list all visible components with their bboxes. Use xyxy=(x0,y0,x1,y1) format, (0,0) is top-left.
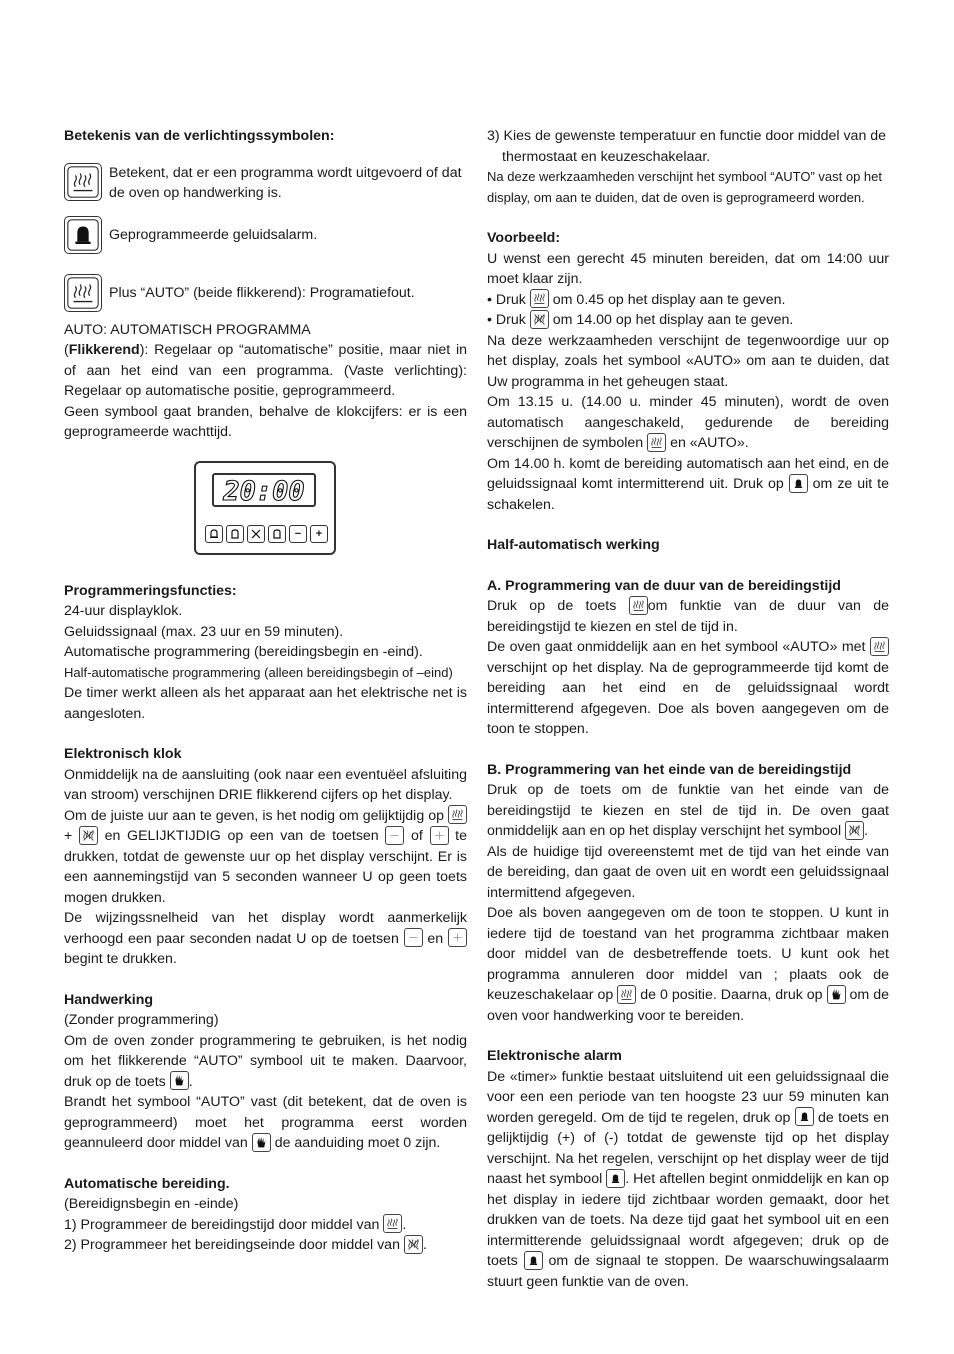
cooking-time-icon xyxy=(383,1214,402,1233)
minus-icon xyxy=(404,928,423,947)
end-time-icon xyxy=(79,826,98,845)
cooking-time-icon xyxy=(530,289,549,308)
example-p4: Om 14.00 h. komt de bereiding automatisch aan het eind, en de geluidssignaal komt intermitterend uit. Druk op om ze uit te schakelen. xyxy=(487,455,889,513)
klok-p1: Onmiddelijk na de aansluiting (ook naar een eventuëel afsluiting van stroom) verschijnen DRIE flikkerend cijfers op het display. xyxy=(64,766,467,803)
a-heading: A. Programmering van de duur van de bereidingstijd xyxy=(487,577,841,594)
step-2: 2) Programmeer het bereidingseinde door middel van . xyxy=(64,1235,467,1256)
bell-icon xyxy=(64,216,102,254)
bell-icon xyxy=(524,1251,543,1270)
alarm-p1: De «timer» funktie bestaat uitsluitend uit een geluidssignaal die voor een een periode van ten hoogste 23 uur 59 minuten kan worden geregeld. Om de tijd te regelen, druk op de toets en gelijktijdig (+) of (-) totdat de gewenste tijd op het display verschijnt. Na het regelen, verschijnt op het display weer de tijd naast het symbool . Het aftellen begint onmiddelijk en kan op het display in iedere tijd zichtbaar worden gemaakt, door het drukken van de toets. Na deze tijd gaat het symbool uit en een intermitterende geluidssignaal wordt afgegeven; druk op de toets om de signaal te stoppen. De waarschuwingsalaarm stuurt geen funktie van de oven. xyxy=(487,1068,890,1290)
hand-icon xyxy=(170,1071,189,1090)
panel-time: 20:00 xyxy=(223,475,305,505)
hand-heading: Handwerking xyxy=(64,991,154,1008)
end-time-icon xyxy=(845,821,864,840)
hand-icon xyxy=(252,1133,271,1152)
hand-p1: Om de oven zonder programmering te gebruiken, is het nodig om het flikkerende “AUTO” symbool uit te maken. Daarvoor, druk op de toets . xyxy=(64,1032,467,1090)
b-p1: Druk op de toets om de funktie van het einde van de bereidingstijd te kiezen en stel de tijd in. De oven gaat onmiddelijk aan en op het display verschijnt het symbool . xyxy=(487,782,889,839)
prog-line: Geluidssignaal (max. 23 uur en 59 minuten). xyxy=(64,623,344,640)
panel-buttons xyxy=(205,525,328,543)
example-bullet-1: • Druk om 0.45 op het display aan te geven. xyxy=(487,290,889,311)
control-panel-illustration xyxy=(194,461,336,555)
klok-heading: Elektronisch klok xyxy=(64,746,182,762)
cooking-time-icon xyxy=(617,985,636,1004)
plus-icon xyxy=(430,826,449,845)
panel-button-bell xyxy=(205,525,223,543)
hand-sub: (Zonder programmering) xyxy=(64,1012,219,1028)
bell-icon xyxy=(789,474,808,493)
auto-sub: (Bereidignsbegin en -einde) xyxy=(64,1196,239,1212)
a-p2: De oven gaat onmiddelijk aan en het symbool «AUTO» met verschijnt op het display. Na de geprogrammeerde tijd komt de bereiding aan het eind en de geluidssignaal wordt intermitterend afgegeven. Doe als boven aangegeven om de toon te stoppen. xyxy=(487,637,889,740)
auto-paragraph: (Flikkerend): Regelaar op “automatische” positie, maar niet in of aan het eind van een programma. (Vaste verlichting): Regelaar op automatische positie, geprogrammeerd. xyxy=(64,342,467,399)
cooking-time-icon xyxy=(448,805,467,824)
b-heading: B. Programmering van het einde van de bereidingstijd xyxy=(487,761,852,778)
right-column xyxy=(487,126,889,1292)
cooking-time-icon xyxy=(629,596,648,615)
auto-title: AUTO: AUTOMATISCH PROGRAMMA xyxy=(64,321,311,338)
step-3-note: Na deze werkzaamheden verschijnt het symbool “AUTO” vast op het display, om aan te duiden, dat de oven is geprogrameerd worden. xyxy=(487,169,882,205)
prog-line: 24-uur displayklok. xyxy=(64,603,183,619)
a-p1: Druk op de toets om funktie van de duur van de bereidingstijd te kiezen en stel de tijd in. xyxy=(487,596,889,637)
panel-button-plus: + xyxy=(310,525,328,543)
step-1: 1) Programmeer de bereidingstijd door middel van . xyxy=(64,1215,467,1236)
b-p3: Doe als boven aangegeven om de toon te stoppen. U kunt in iedere tijd de toestand van het programma zichtbaar maken door middel van de desbetreffende toets. U kunt ook het programma annuleren door middel van ; plaats ook de keuzeschakelaar op de 0 positie. Daarna, druk op om de oven voor handwerking voor te bereiden. xyxy=(487,905,889,1024)
example-p1: U wenst een gerecht 45 minuten bereiden, dat om 14:00 uur moet klaar zijn. xyxy=(487,250,889,287)
symbol-desc: Betekent, dat er een programma wordt uitgevoerd of dat de oven op handwerking is. xyxy=(109,164,462,201)
symbol-row-alarm xyxy=(64,216,467,256)
prog-line-small: Half-automatische programmering (alleen bereidingsbegin of –eind) xyxy=(64,664,453,680)
bell-icon xyxy=(795,1107,814,1126)
end-time-icon xyxy=(404,1235,423,1254)
panel-button-hand xyxy=(226,525,244,543)
bell-icon xyxy=(606,1169,625,1188)
example-p3: Om 13.15 u. (14.00 u. minder 45 minuten), wordt de oven automatisch aangeschakeld, gedurende de bereiding verschijnen de symbolen en «AUTO». xyxy=(487,394,889,451)
hand-p2: Brandt het symbool “AUTO” vast (dit betekent, dat de oven is geprogrammeerd) moet het programma eerst worden geannuleerd door middel van de aanduiding moet 0 zijn. xyxy=(64,1094,467,1151)
b-p2: Als de huidige tijd overeenstemt met de tijd van het einde van de bereiding, dan gaat de oven uit en wordt een geluidssignaal intermittend afgegeven. xyxy=(487,843,889,901)
panel-button-clock xyxy=(268,525,286,543)
symbols-heading: Betekenis van de verlichtingssymbolen: xyxy=(64,128,335,144)
auto-heading: Automatische bereiding. xyxy=(64,1175,230,1192)
symbol-desc: Geprogrammeerde geluidsalarm. xyxy=(109,226,318,243)
plus-icon xyxy=(448,928,467,947)
prog-last: De timer werkt alleen als het apparaat aan het elektrische net is aangesloten. xyxy=(64,685,467,722)
cooking-time-icon xyxy=(870,637,889,656)
example-p2: Na deze werkzaamheden verschijnt de tegenwoordige uur op het display, zoals het symbool «AUTO» om aan te duiden, dat Uw programma in het geheugen staat. xyxy=(487,332,889,390)
example-heading: Voorbeeld: xyxy=(487,230,561,246)
symbol-row-program xyxy=(64,163,467,205)
half-heading: Half-automatisch werking xyxy=(487,537,660,553)
cooking-time-icon xyxy=(64,274,102,312)
panel-button-end xyxy=(247,525,265,543)
alarm-heading: Elektronische alarm xyxy=(487,1048,622,1064)
prog-line: Automatische programmering (bereidingsbegin en -eind). xyxy=(64,644,423,660)
symbol-desc: Plus “AUTO” (beide flikkerend): Programatiefout. xyxy=(109,284,415,301)
end-time-icon xyxy=(530,310,549,329)
cooking-time-icon xyxy=(64,163,102,201)
cooking-time-icon xyxy=(647,433,666,452)
klok-p3: De wijzingssnelheid van het display wordt aanmerkelijk verhoogd een paar seconden nadat U op de toetsen en begint te drukken. xyxy=(64,910,467,967)
hand-icon xyxy=(827,985,846,1004)
prog-heading: Programmeringsfuncties: xyxy=(64,582,237,599)
symbol-row-error xyxy=(64,274,467,316)
left-column xyxy=(64,126,467,1256)
auto-paragraph-2: Geen symbool gaat branden, behalve de klokcijfers: er is een geprogrameerde wachttijd. xyxy=(64,403,467,440)
panel-button-minus: − xyxy=(289,525,307,543)
step-3: 3) Kies de gewenste temperatuur en functie door middel van de thermostaat en keuzeschakelaar. xyxy=(487,128,887,165)
example-bullet-2: • Druk om 14.00 op het display aan te geven. xyxy=(487,310,889,331)
panel-display xyxy=(212,473,316,507)
klok-p2: Om de juiste uur aan te geven, is het nodig om gelijktijdig op + en GELIJKTIJDIG op een van de toetsen of te drukken, totdat de gewenste uur op het display verschijnt. Er is een aannemingstijd van 5 seconden wanneer U op geen toets mogen drukken. xyxy=(64,806,467,909)
minus-icon xyxy=(385,826,404,845)
